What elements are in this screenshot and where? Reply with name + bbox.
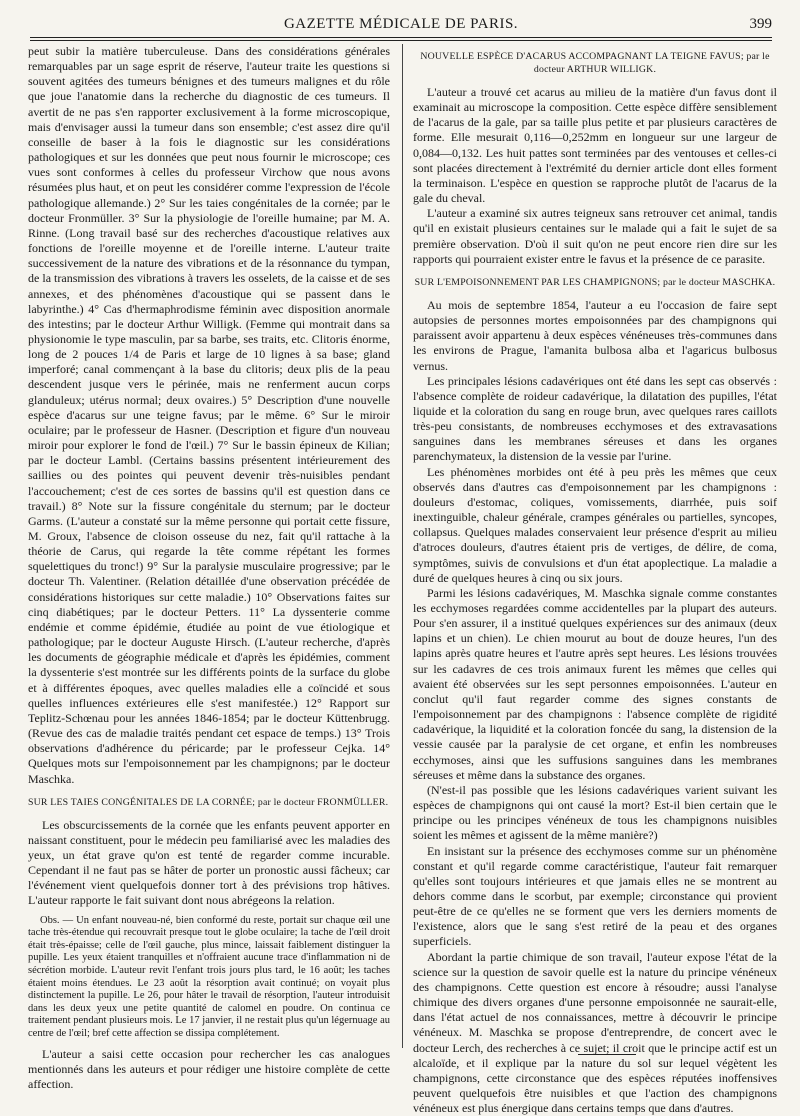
paragraph: L'auteur a saisi cette occasion pour rechercher les cas analogues mentionnés dans les auteurs et pour rédiger une histoire complète de cette affection.	[28, 1046, 390, 1091]
page-number: 399	[749, 16, 772, 32]
paragraph: Les phénomènes morbides ont été à peu près les mêmes que ceux observés dans d'autres cas d'empoisonnement par les champignons : douleurs d'estomac, coliques, vomissements, diarrhée, puis soif inextinguible, chaleur générale, crampes générales ou partielles, syncopes, collapsus. Quelques malades conservaient leur présence d'esprit au milieu d'atroces douleurs, d'autres étaient pris de vertiges, de délire, de coma, symptômes, suivis de convulsions et d'un état apoplectique. La maladie a duré de quelques heures à cinq ou six jours.	[413, 464, 777, 585]
paragraph: Les obscurcissements de la cornée que les enfants peuvent apporter en naissant constituent, pour le médecin peu familiarisé avec les maladies des yeux, un état grave qu'on est tenté de regarder comme incurable. Cependant il ne faut pas se hâter de porter un pronostic aussi fâcheux; car l'événement vient quelquefois donner tort à des prévisions trop hâtives. L'auteur rapporte le fait suivant dont nous abrégeons la relation.	[28, 817, 390, 908]
column-divider	[402, 44, 403, 1048]
paragraph: (N'est-il pas possible que les lésions cadavériques varient suivant les espèces de champignons qui ont causé la mort? Est-il bien certain que le principe ou les principes vénéneux de tous les champignons nuisibles soient les mêmes et agissent de la même manière?)	[413, 782, 777, 843]
journal-title: GAZETTE MÉDICALE DE PARIS.	[283, 16, 519, 32]
section-heading-taies: SUR LES TAIES CONGÉNITALES DE LA CORNÉE; par le docteur FRONMÜLLER.	[28, 796, 389, 808]
header-rule-thick	[30, 40, 772, 41]
paragraph: Parmi les lésions cadavériques, M. Maschka signale comme constantes les ecchymoses regardées comme accidentelles par la plupart des auteurs. Pour s'en assurer, il a institué quelques expériences sur des animaux (deux lapins et un chien). Le chien mourut au bout de douze heures, l'un des lapins après quatre heures et l'autre après sept heures. Les lésions trouvées sur les cadavres de ces trois animaux furent les mêmes que celles qui avaient été observées sur les sept personnes empoisonnées. L'auteur en conclut qu'il faut regarder comme des signes constants de l'empoisonnement par des champignons : l'absence complète de rigidité cadavérique, la liquidité et la coloration foncée du sang, la distension de la vessie causée par la paralysie de cet organe, et enfin les nombreuses ecchymoses, ainsi que les suffusions sanguines dans les membranes séreuses et même dans la substance des organes.	[413, 585, 777, 782]
section-heading-acarus: NOUVELLE ESPÈCE D'ACARUS ACCOMPAGNANT LA TEIGNE FAVUS; par le docteur ARTHUR WILLIGK.	[420, 51, 770, 75]
paragraph: Abordant la partie chimique de son travail, l'auteur expose l'état de la science sur la question de savoir quelle est la nature du principe vénéneux des champignons. Cette question est encore à résoudre; aussi l'analyse chimique des divers organes d'une personne empoisonnée ne saurait-elle, dans l'état actuel de nos connaissances, mettre à découvrir le principe vénéneux. M. Maschka se propose d'entreprendre, de concert avec le docteur Lerch, des recherches à ce sujet; il croit que le principe actif est un alcaloïde, et il explique par la nature du sol sur lequel végètent les champignons, cette circonstance que des espèces réputées inoffensives peuvent quelquefois être nuisibles et que l'action des champignons vénéneux est plus énergique dans certains temps que dans d'autres.	[413, 949, 777, 1116]
observation-paragraph: Obs. — Un enfant nouveau-né, bien conformé du reste, portait sur chaque œil une tache très-étendue qui recouvrait presque tout le globe oculaire; la tache de l'œil droit était très-épaisse; celle de l'œil gauche, plus mince, laissait faiblement distinguer la pupille. Les yeux étaient tranquilles et n'offraient aucune trace d'inflammation ni de sécrétion morbide. L'auteur revit l'enfant trois jours plus tard, le 16 août; les taches étaient moins étendues. Le 23 août la résorption avait continué; on voyait plus distinctement la pupille. Le 26, pour hâter le travail de résorption, l'auteur introduisit dans les deux yeux une petite quantité de calomel en poudre. On continua ce traitement pendant plusieurs mois. Le 17 janvier, il ne restait plus qu'un légernuage au centre de l'œil; bref cette affection se dissipa complétement.	[28, 914, 390, 1039]
left-column	[28, 44, 390, 1091]
end-rule	[578, 1054, 636, 1055]
running-header	[30, 10, 772, 36]
paragraph: En insistant sur la présence des ecchymoses comme sur un phénomène constant et qu'il regarde comme caractéristique, l'auteur fait remarquer qu'elles sont toujours intérieures et que jamais elles ne se montrent au dehors comme dans le scorbut, par exemple; circonstance qui provient peut-être de ce qu'elles ne se forment que vers les derniers moments de l'existence, alors que le sang s'est retiré de la peau et des organes superficiels.	[413, 843, 777, 949]
section-heading-champignons: SUR L'EMPOISONNEMENT PAR LES CHAMPIGNONS; par le docteur MASCHKA.	[414, 276, 776, 288]
right-column	[413, 44, 777, 1116]
header-rule-thin	[30, 37, 772, 38]
continued-paragraph: peut subir la matière tuberculeuse. Dans des considérations générales remarquables par un sage esprit de réserve, l'auteur traite les questions si souvent agitées des tumeurs bénignes et des tumeurs malignes et du rôle que joue l'anatomie dans la recherche du diagnostic de ces tumeurs. Il avertit de ne pas s'en rapporter exclusivement à la forme microscopique, mais d'envisager aussi la tumeur dans son ensemble; c'est assez dire qu'il conseille de baser à la fois le diagnostic sur les considérations pathologiques et sur les données que peut nous fournir le microscope; ces vues sont conformes à celles du professeur Virchow que nous avons résumées plus haut, et on peut les considérer comme l'expression de l'école pathologique allemande.) 2° Sur les taies congénitales de la cornée; par le docteur Fronmüller. 3° Sur la physiologie de l'oreille humaine; par M. A. Rinne. (Long travail basé sur des recherches d'acoustique relatives aux fonctions de l'oreille moyenne et de l'oreille interne. L'auteur traite successivement de la nature des vibrations et de la résonnance du tympan, de la transmission des vibrations à travers les osselets, de la caisse et de ses annexes, et des phénomènes d'acoustique qui se passent dans le labyrinthe.) 4° Cas d'hermaphrodisme féminin avec disposition anormale des intestins; par le docteur Arthur Willigk. (Femme qui montrait dans sa physionomie le type masculin, par sa barbe, ses traits, etc. Clitoris énorme, long de 2 pouces 1/4 de Paris et large de 10 lignes à sa base; gland imperforé; canal commençant à la base du clitoris; deux plis de la peau descendent jusque vers le périnée, mais ne renferment aucun corps glanduleux; utérus normal; deux ovaires.) 5° Description d'une nouvelle espèce d'acarus sur une teigne favus; par le même. 6° Sur le miroir oculaire; par le professeur de Hasner. (Description et figure d'un nouveau miroir pour explorer le fond de l'œil.) 7° Sur le bassin épineux de Kilian; par le docteur Lambl. (Certains bassins présentent intérieurement des saillies ou des pointes qui peuvent devenir très-nuisibles pendant l'accouchement; c'est de ces sortes de bassins qu'il est question dans ce travail.) 8° Note sur la fissure congénitale du sternum; par le docteur Garms. (L'auteur a constaté sur la même personne qui portait cette fissure, M. Groux, l'absence de cloison osseuse du nez, fait qu'il rattache à la théorie de Carus, qui regarde la tête comme répétant les formes squelettiques du tronc!) 9° Sur la paralysie musculaire progressive; par le docteur Th. Valentiner. (Relation détaillée d'une observation précédée de considérations historiques sur cette maladie.) 10° Observations faites sur cinq diabétiques; par le docteur Petters. 11° La dyssenterie comme endémie et comme épidémie, étudiée au point de vue étiologique et pathologique; par le docteur Auguste Hirsch. (L'auteur recherche, d'après les documents de géographie médicale et d'après les épidémies, comment la dyssenterie s'est montrée sur les différents points de la surface du globe et à différentes époques, avec quelles maladies elle a coïncidé et sous quelles influences extérieures elle s'est manifestée.) 12° Rapport sur Teplitz-Schœnau pour les années 1846-1854; par le docteur Küttenbrugg. (Revue des cas de maladie traités pendant cet espace de temps.) 13° Trois observations d'adhérence du péricarde; par le professeur Cejka. 14° Quelques mots sur l'empoisonnement par les champignons; par le docteur Maschka.	[28, 44, 390, 786]
paragraph: Les principales lésions cadavériques ont été dans les sept cas observés : l'absence complète de roideur cadavérique, la dilatation des pupilles, l'état liquide et la coloration du sang en rouge brun, avec quelques rares caillots très-peu consistants, de nombreuses ecchymoses et des extravasations sanguines dans les membranes séreuses et dans les organes parenchymateux, la distension de la vessie par l'urine.	[413, 373, 777, 464]
paragraph: L'auteur a trouvé cet acarus au milieu de la matière d'un favus dont il examinait au microscope la composition. Cette espèce diffère sensiblement de l'acarus de la gale, par sa taille plus petite et par plusieurs caractères de forme. Elle mesurait 0,116—0,252mm en longueur sur une largeur de 0,084—0,132. Les huit pattes sont terminées par des ventouses et celles-ci sont placées directement à l'extrémité du dernier article dont elles forment la terminaison. L'espèce en question se rapproche plutôt de l'acarus de la gale du cheval.	[413, 85, 777, 206]
paragraph: Au mois de septembre 1854, l'auteur a eu l'occasion de faire sept autopsies de personnes mortes empoisonnées par des champignons qui paraissent avoir appartenu à deux espèces vénéneuses très-communes dans les environs de Prague, l'amanita bulbosa alba et l'agaricus bulbosus vernus.	[413, 297, 777, 373]
paragraph: L'auteur a examiné six autres teigneux sans retrouver cet animal, tandis qu'il en existait plusieurs centaines sur le malade qui a fait le sujet de sa première observation. D'où il suit qu'on ne peut encore rien dire sur les rapports qui pourraient exister entre le favus et la présence de ce parasite.	[413, 206, 777, 266]
